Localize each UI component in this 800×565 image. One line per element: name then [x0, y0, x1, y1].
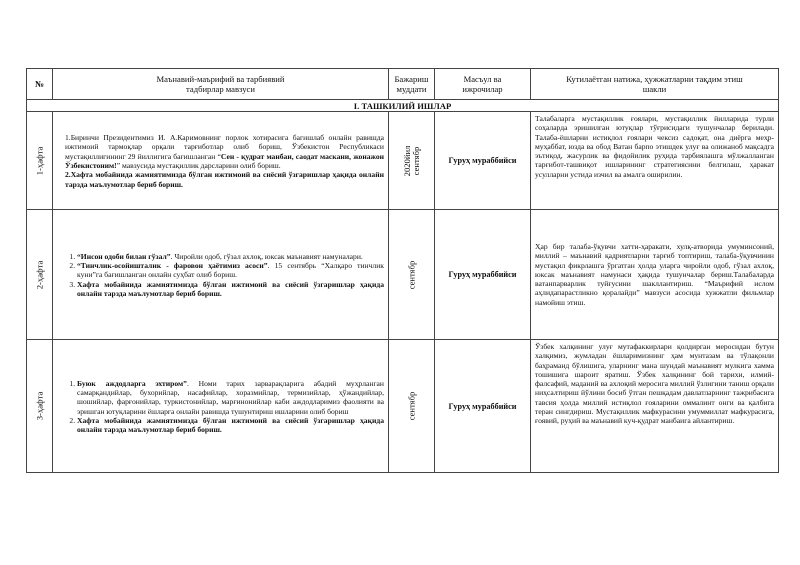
deadline-label: сентябр [406, 391, 416, 421]
event-item [77, 280, 384, 299]
event-item [77, 261, 384, 280]
section-row [27, 100, 779, 112]
responsible-cell: Гуруҳ мураббийси [435, 210, 531, 340]
deadline-label: 2020йил сентябр [401, 145, 421, 176]
week-label: 2-ҳафта [34, 260, 44, 289]
header-responsible-text: Масъул ва ижрочилар [462, 74, 503, 94]
header-events [53, 69, 389, 100]
header-row [27, 69, 779, 100]
header-deadline [389, 69, 435, 100]
event-title: Сен - қудрат манбаи, саодат маскани, жонажон Ўзбекистоним! [65, 151, 384, 170]
event-title: Буюк аждодларга эхтиром” [77, 378, 187, 388]
header-result-text: Кутилаётган натижа, ҳужжатларни тақдим этиш шакли [566, 74, 743, 94]
event-text: . 15 сентябрь “Халқаро тинчлик куни”га бағишланган онлайн суҳбат олиб бориш. [77, 261, 384, 280]
events-cell [53, 340, 389, 473]
event-item [77, 416, 384, 435]
result-cell: Ҳар бир талаба-ўқувчи хатти-ҳаракати, хулқ-атворида умуминсоний, миллий – маънавий қадриятларни тарғиб топтириш, талаба-ўқувчинин мустақил фикрлашга ўргатган ҳолда уларга чиройли одоб, гўзал ахлоқ, юксак маънавият намунаси ҳақида тушунчалар бериш.Талабаларда ватанпарварлик туйғусини шакллантириш. “Маърифий ислом аҳлидапарастликнo қоралайди” мавзуси асосида хужжатли фильмлар намойиш этиш. [531, 210, 779, 340]
event-item [77, 252, 384, 261]
event-text: . Номи тарих зарварақларига абадий муҳрланган самарқандийлар, бухорийлар, насафийлар, хоразмийлар, термизийлар, ҳўжандийлар, шошийлар, фарғонийлар, туркистонийлар, марғинонийлар каби аждодларимиз фаолияти ва эришган ютуқларини ёшларга онлайн равишда тушунтириш ишларини олиб бориш [77, 378, 384, 416]
event-title: “Инсон одоби билан гўзал” [77, 251, 171, 261]
plan-table [26, 68, 779, 473]
header-events-text: Маънавий-маърифий ва тарбиявий тадбирлар мавзуси [156, 74, 285, 94]
table-row [27, 340, 779, 473]
event-text: 1.Биринчи Президентимиз И. А.Каримовнинг порлок хотирасига багишлаб онлайн равишда ижтимоий тармоқлар орқали тарғиботлар олиб бориш, Ўзбекистон Республикаси мустақиллигининг 29 йиллигига бағишланган “ [65, 133, 384, 161]
event-text: . Чиройли одоб, гўзал ахлоқ, юксак маънавият намуналари. [170, 251, 363, 261]
header-deadline-text: Бажариш муддати [394, 74, 429, 94]
week-cell [27, 340, 53, 473]
event-item [77, 379, 384, 416]
event-title: “Тинчлик-осойишталик - фаровон ҳаётимиз асоси” [77, 261, 268, 271]
week-label: 1-ҳафта [34, 146, 44, 175]
event-text-tail: ” мавзусида мустақиллик дарсларини олиб бориш. [116, 161, 281, 170]
result-cell: Талабаларга мустақиллик ғоялари, мустақиллик йилларида турли соҳаларда эришилган ютуқлар тўғрисидаги тушунчалар берилади. Талаба-ёшларни истиқлол ғоялари чексиз садоқат, она диёрга меҳр-муҳаббат, юзда ва обод Ватан барпо этишдек улуғ ва олижаноб мақсадга эътиқод, жасурлик ва фидойилик руҳида тарбиялашга мўлжалланган тарғибот-ташвиқот ишларининг стратегиясини белгилаш, ҳаракат усулларни устида изчил ва амалга оширилин. [531, 112, 779, 210]
events-cell [53, 210, 389, 340]
header-result [531, 69, 779, 100]
event-item [59, 170, 384, 189]
week-cell [27, 112, 53, 210]
event-title: Хафта мобайнида жамиятимизда бўлган ижтимоий ва сиёсий ўзгаришлар ҳақида онлайн тарзда маълумотлар бериб бориш. [77, 415, 384, 435]
event-title: Хафта мобайнида жамиятимизда бўлган ижтимоий ва сиёсий ўзгаришлар ҳақида онлайн тарзда маълумотлар бериб бориш. [77, 279, 384, 298]
event-title: 2.Хафта мобайнида жамиятимизда бўлган ижтимоий ва сиёсий ўзгаришлар ҳақида онлайн тарзда маълумотлар бериб бориш. [65, 170, 384, 189]
responsible-cell: Гуруҳ мураббийси [435, 340, 531, 473]
deadline-cell [389, 112, 435, 210]
events-cell [53, 112, 389, 210]
deadline-cell [389, 340, 435, 473]
section-title: I. ТАШКИЛИЙ ИШЛАР [27, 100, 779, 112]
responsible-cell: Гуруҳ мураббийси [435, 112, 531, 210]
deadline-label: сентябр [406, 260, 416, 289]
week-cell [27, 210, 53, 340]
table-row [27, 112, 779, 210]
deadline-cell [389, 210, 435, 340]
event-item [59, 133, 384, 170]
header-num: № [27, 69, 53, 100]
week-label: 3-ҳафта [34, 391, 44, 421]
header-responsible [435, 69, 531, 100]
result-cell: Ўзбек халқининг улуғ мутафаккирлари қолдирган меросидан бутун халқимиз, жумладан ёшларимизнинг ҳам мунтазам ва тўлақонли баҳраманд бўлишига, уларнинг мана шундай маънавият мулкига хамма тошишига шароит яратиш. Ўзбек халқининг бой тарихи, илмий-фалсафий, маданий ва ахлоқий меросига миллий ўзлигини таниш орқали ниҳсалтириш йўлини босиб ўтган пешқадам давлатларнинг тажрибасига тавсия ҳолда миллий истиқлол ғояларини оммалинт онги ва қалбига теран сингдириш. Мустақиллик мафкурасини умуммиллат мафкурасига, ғоявий, руҳий ва маънавий куч-қудрат манбаига айлантириш. [531, 340, 779, 473]
table-row [27, 210, 779, 340]
